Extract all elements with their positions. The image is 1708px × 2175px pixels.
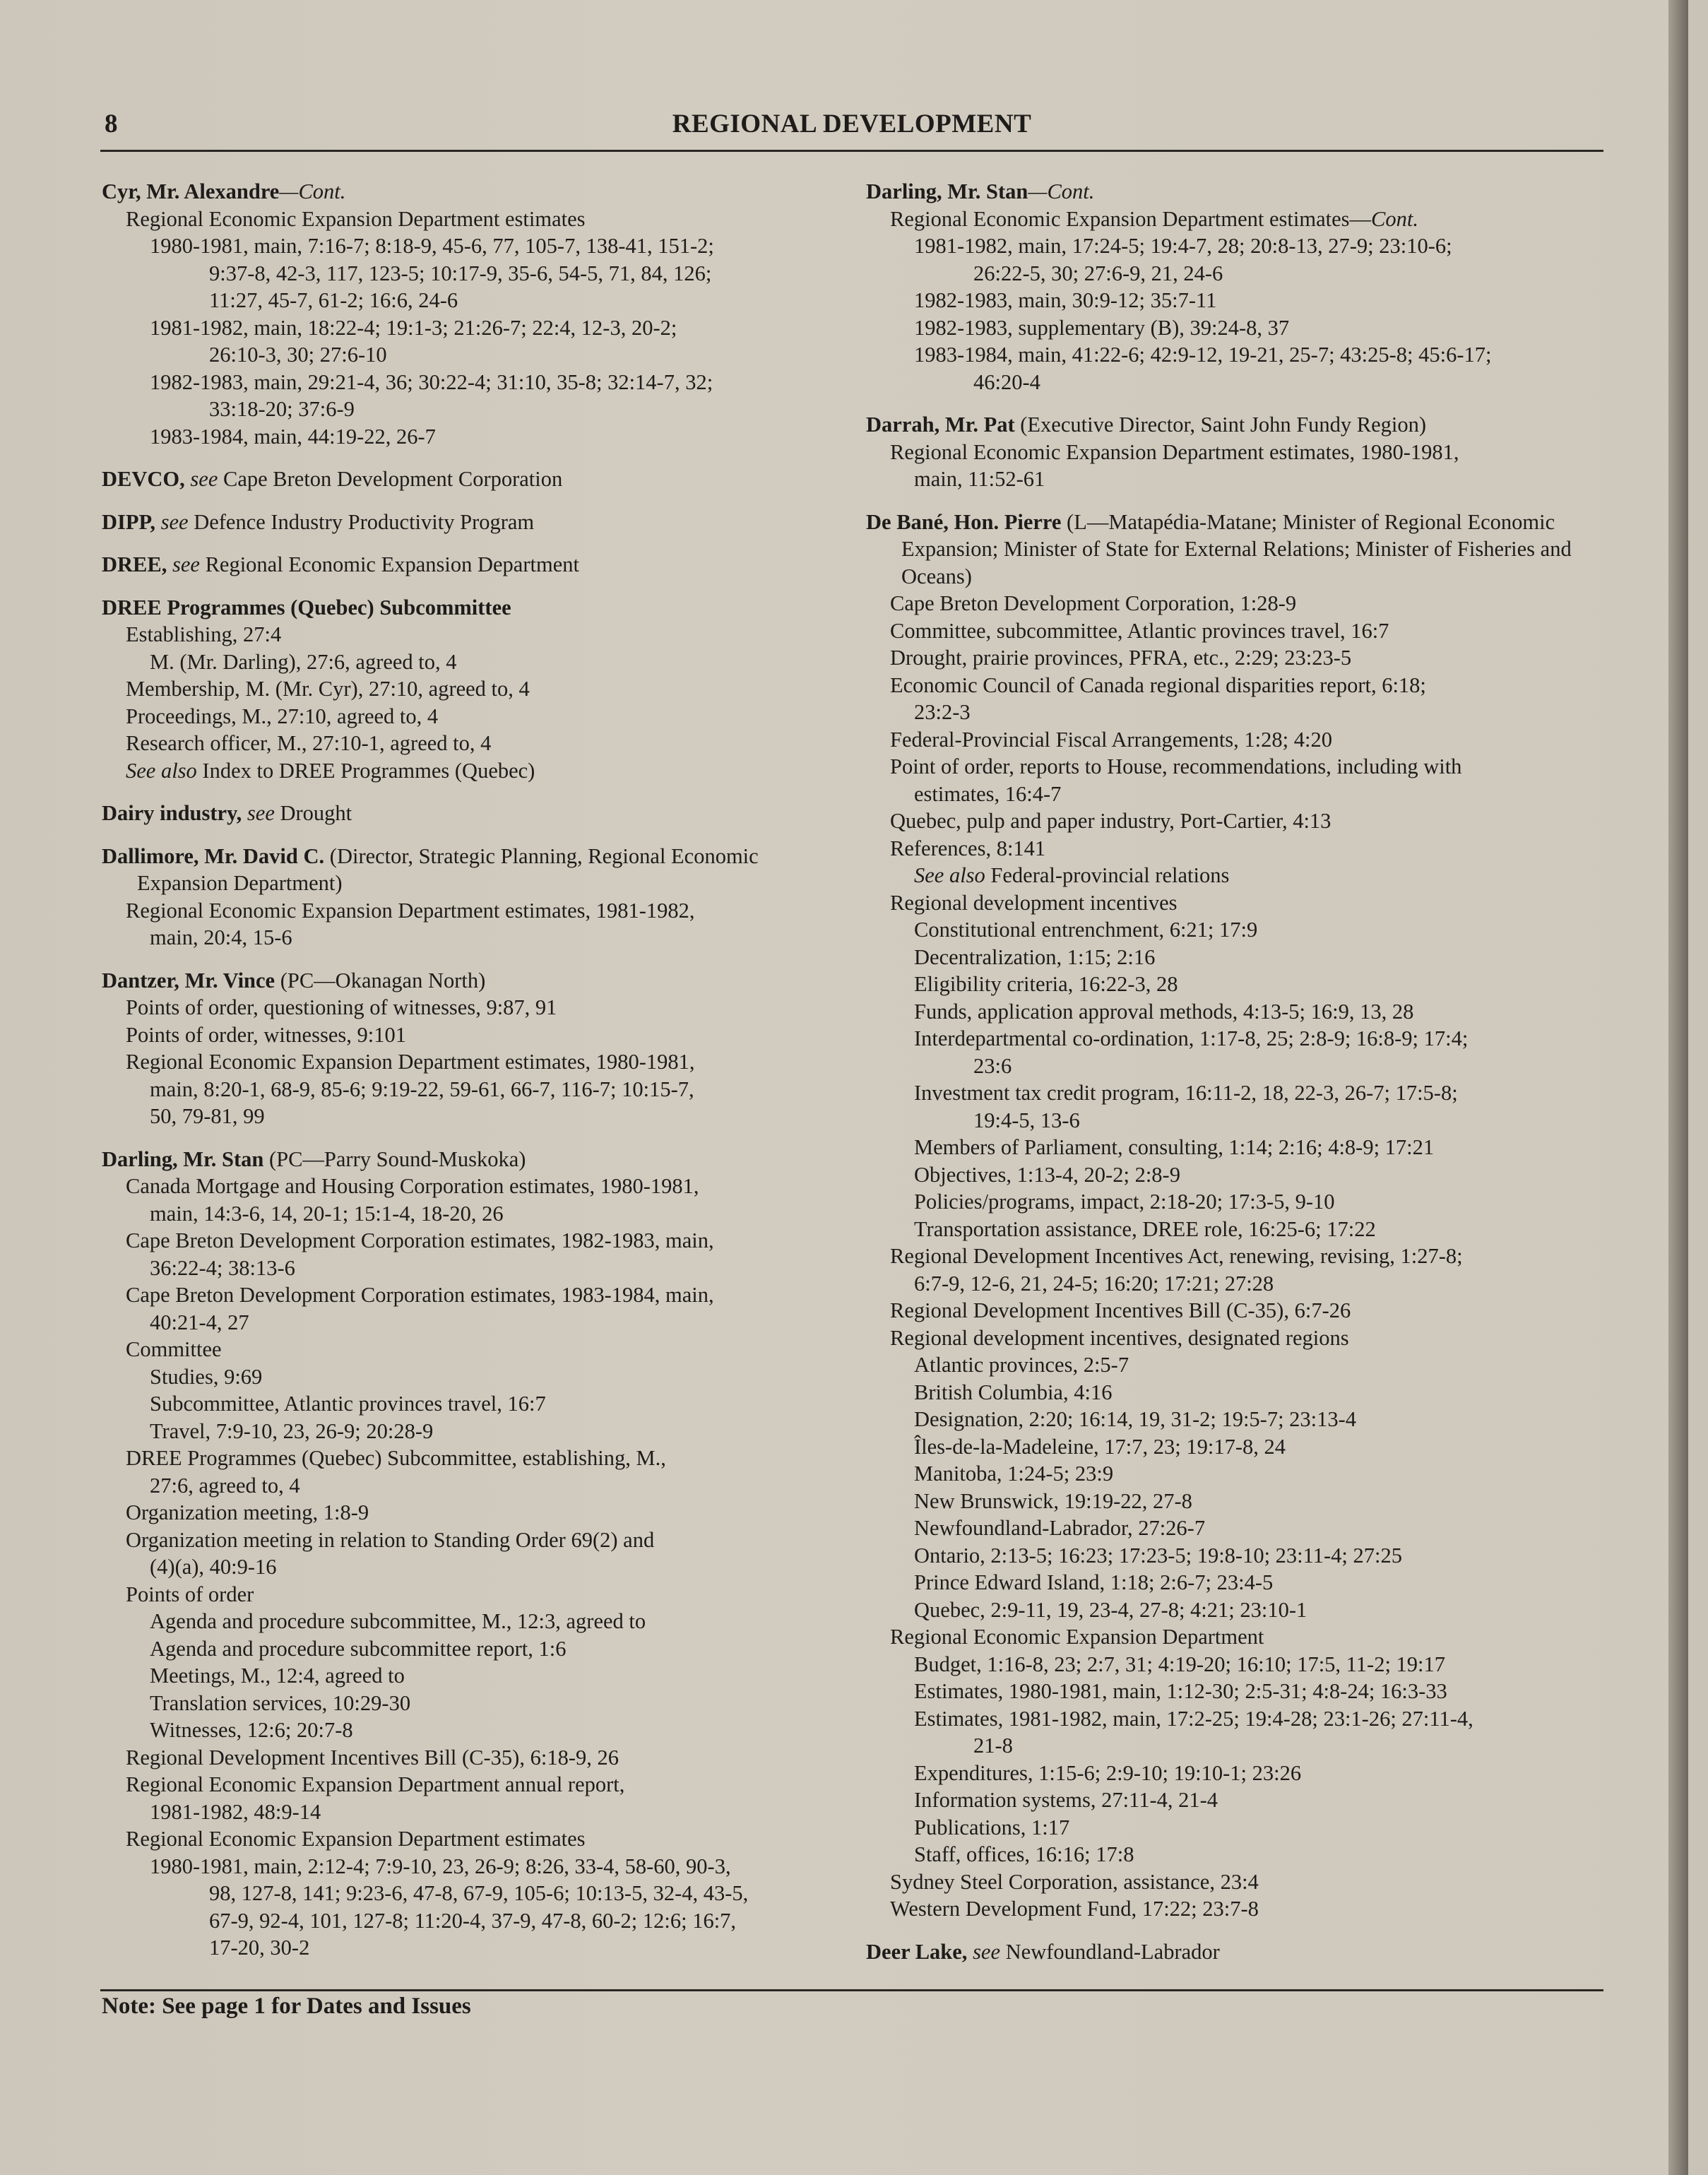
- subentry-text: Cape Breton Development Corporation, 1:28-9: [890, 591, 1297, 615]
- subentry-text: Newfoundland-Labrador, 27:26-7: [914, 1516, 1206, 1540]
- entry-heading-line: [102, 967, 839, 995]
- subentry-line: [866, 260, 1608, 288]
- entry-heading: DREE,: [102, 552, 167, 576]
- subentry-text: Regional development incentives: [890, 890, 1178, 915]
- subentry-line: [866, 699, 1608, 726]
- subentry-text: Cape Breton Development Corporation estimates, 1983-1984, main,: [126, 1283, 714, 1307]
- subentry-line: [866, 314, 1608, 342]
- entry-heading-italic: see: [167, 552, 200, 576]
- footer-note: Note: See page 1 for Dates and Issues: [102, 1993, 471, 2019]
- subentry-line: [102, 1825, 839, 1853]
- subentry-text: Constitutional entrenchment, 6:21; 17:9: [914, 918, 1258, 942]
- subentry-text: 21-8: [973, 1734, 1013, 1758]
- subentry-text: Designation, 2:20; 16:14, 19, 31-2; 19:5-7; 23:13-4: [914, 1407, 1357, 1431]
- subentry-line: [866, 232, 1608, 260]
- entry-heading-italic: see: [967, 1939, 1001, 1964]
- entry-heading: Darrah, Mr. Pat: [866, 413, 1015, 437]
- subentry-text: Points of order: [126, 1582, 254, 1606]
- subentry-text: Quebec, pulp and paper industry, Port-Cartier, 4:13: [890, 809, 1332, 833]
- subentry-text: Investment tax credit program, 16:11-2, 18, 22-3, 26-7; 17:5-8;: [914, 1081, 1458, 1105]
- subentry-text: Organization meeting, 1:8-9: [126, 1500, 369, 1524]
- subentry-text: Research officer, M., 27:10-1, agreed to, 4: [126, 731, 492, 755]
- subentry-text: 23:6: [973, 1053, 1012, 1078]
- subentry-text: Quebec, 2:9-11, 19, 23-4, 27-8; 4:21; 23:10-1: [914, 1597, 1307, 1622]
- subentry-text: Estimates, 1981-1982, main, 17:2-25; 19:4-28; 23:1-26; 27:11-4,: [914, 1706, 1473, 1731]
- subentry-text: Point of order, reports to House, recommendations, including with: [890, 754, 1462, 778]
- subentry-text: Regional Development Incentives Act, renewing, revising, 1:27-8;: [890, 1244, 1463, 1268]
- subentry-text: Subcommittee, Atlantic provinces travel, 16:7: [150, 1392, 546, 1416]
- entry-heading-line: [102, 178, 839, 206]
- subentry-line: [866, 466, 1608, 493]
- subentry-line: [866, 1868, 1608, 1896]
- subentry-text: Regional Economic Expansion Department estimates—: [890, 206, 1371, 231]
- entry-heading-line: [866, 178, 1608, 206]
- subentry-text: 11:27, 45-7, 61-2; 16:6, 24-6: [209, 288, 458, 312]
- subentry-line: [866, 287, 1608, 314]
- subentry-line: [102, 1744, 839, 1772]
- subentry-text: Budget, 1:16-8, 23; 2:7, 31; 4:19-20; 16:10; 17:5, 11-2; 19:17: [914, 1652, 1446, 1676]
- subentry-text: Travel, 7:9-10, 23, 26-9; 20:28-9: [150, 1418, 434, 1443]
- left-column: [102, 178, 839, 1977]
- subentry-line: [102, 757, 839, 785]
- subentry-text: 1982-1983, supplementary (B), 39:24-8, 37: [914, 315, 1290, 340]
- subentry-line: [866, 862, 1608, 889]
- subentry-line: [102, 1200, 839, 1228]
- entry-heading: DIPP,: [102, 509, 155, 534]
- entry-heading-line: [102, 800, 839, 827]
- subentry-line: [102, 1690, 839, 1717]
- subentry-line: [102, 648, 839, 676]
- subentry-text: M. (Mr. Darling), 27:6, agreed to, 4: [150, 649, 457, 674]
- subentry-text: Federal-Provincial Fiscal Arrangements, 1:28; 4:20: [890, 727, 1332, 752]
- subentry-line: [102, 341, 839, 369]
- subentry-text: Regional Economic Expansion Department estimates: [126, 206, 586, 231]
- subentry-line: [102, 396, 839, 423]
- subentry-text: Sydney Steel Corporation, assistance, 23:4: [890, 1869, 1259, 1894]
- subentry-line: [102, 1880, 839, 1907]
- subentry-text: main, 20:4, 15-6: [150, 925, 292, 949]
- subentry-line: [866, 206, 1608, 233]
- subentry-text: 67-9, 92-4, 101, 127-8; 11:20-4, 37-9, 47-8, 60-2; 12:6; 16:7,: [209, 1908, 737, 1933]
- subentry-text: 33:18-20; 37:6-9: [209, 397, 355, 421]
- subentry-line: [102, 1662, 839, 1690]
- subentry-text: Staff, offices, 16:16; 17:8: [914, 1842, 1134, 1866]
- subentry-line: [866, 1596, 1608, 1624]
- subentry-line: [866, 1406, 1608, 1433]
- subentry-line: [102, 1635, 839, 1663]
- subentry-line: [866, 1760, 1608, 1787]
- entry-heading-line: [102, 843, 839, 897]
- subentry-line: [102, 369, 839, 396]
- subentry-text: 98, 127-8, 141; 9:23-6, 47-8, 67-9, 105-6; 10:13-5, 32-4, 43-5,: [209, 1881, 749, 1905]
- subentry-line: [102, 703, 839, 730]
- subentry-text: (4)(a), 40:9-16: [150, 1555, 277, 1579]
- subentry-line: [866, 590, 1608, 617]
- subentry-text: 1980-1981, main, 7:16-7; 8:18-9, 45-6, 77, 105-7, 138-41, 151-2;: [150, 234, 714, 258]
- subentry-line: [866, 1895, 1608, 1923]
- subentry-line: [102, 621, 839, 648]
- entry-heading-line: [866, 1938, 1608, 1966]
- subentry-text: Members of Parliament, consulting, 1:14; 2:16; 4:8-9; 17:21: [914, 1135, 1435, 1159]
- subentry-line: [102, 1527, 839, 1554]
- subentry-line: [866, 971, 1608, 998]
- entry-heading: Darling, Mr. Stan: [102, 1146, 264, 1171]
- subentry-line: [866, 672, 1608, 699]
- subentry-text: Ontario, 2:13-5; 16:23; 17:23-5; 19:8-10; 23:11-4; 27:25: [914, 1543, 1403, 1567]
- entry-heading-note: (PC—Parry Sound-Muskoka): [263, 1146, 526, 1171]
- subentry-text: Regional development incentives, designated regions: [890, 1325, 1349, 1350]
- subentry-line: [866, 1569, 1608, 1596]
- footer-rule: [100, 1989, 1603, 1991]
- subentry-text: 1981-1982, 48:9-14: [150, 1799, 321, 1824]
- subentry-line: [102, 1390, 839, 1418]
- subentry-text: Organization meeting in relation to Standing Order 69(2) and: [126, 1527, 655, 1552]
- subentry-text: Canada Mortgage and Housing Corporation estimates, 1980-1981,: [126, 1174, 699, 1198]
- entry-heading-line: [102, 509, 839, 536]
- subentry-line: [866, 1732, 1608, 1760]
- subentry-text: Membership, M. (Mr. Cyr), 27:10, agreed to, 4: [126, 677, 530, 701]
- subentry-text: Regional Economic Expansion Department estimates: [126, 1827, 586, 1851]
- subentry-line: [866, 1379, 1608, 1406]
- subentry-text: Policies/programs, impact, 2:18-20; 17:3-5, 9-10: [914, 1190, 1335, 1214]
- subentry-text: 17-20, 30-2: [209, 1936, 310, 1960]
- subentry-text: Western Development Fund, 17:22; 23:7-8: [890, 1897, 1259, 1921]
- subentry-text: Atlantic provinces, 2:5-7: [914, 1353, 1129, 1377]
- subentry-text: Regional Economic Expansion Department estimates, 1981-1982,: [126, 898, 695, 923]
- subentry-line: [102, 423, 839, 451]
- subentry-line: [102, 1309, 839, 1337]
- subentry-text: Interdepartmental co-ordination, 1:17-8, 25; 2:8-9; 16:8-9; 17:4;: [914, 1026, 1469, 1050]
- subentry-line: [102, 897, 839, 925]
- subentry-line: [102, 1363, 839, 1391]
- entry-heading: Darling, Mr. Stan: [866, 179, 1028, 203]
- subentry-text: Drought, prairie provinces, PFRA, etc., 2:29; 23:23-5: [890, 646, 1352, 670]
- entry-heading: Dallimore, Mr. David C.: [102, 843, 325, 868]
- subentry-text: Information systems, 27:11-4, 21-4: [914, 1788, 1218, 1812]
- subentry-line: [866, 1460, 1608, 1488]
- index-entry: [866, 178, 1608, 396]
- subentry-line: [866, 1705, 1608, 1733]
- subentry-line: [866, 1134, 1608, 1161]
- entry-heading-italic: —Cont.: [279, 179, 346, 203]
- subentry-line: [102, 1076, 839, 1103]
- subentry-text: 50, 79-81, 99: [150, 1104, 265, 1128]
- subentry-text: 1981-1982, main, 18:22-4; 19:1-3; 21:26-7; 22:4, 12-3, 20-2;: [150, 315, 677, 340]
- subentry-line: [102, 1281, 839, 1309]
- subentry-text: 9:37-8, 42-3, 117, 123-5; 10:17-9, 35-6, 54-5, 71, 84, 126;: [209, 261, 712, 285]
- subentry-text: 26:22-5, 30; 27:6-9, 21, 24-6: [973, 261, 1223, 285]
- subentry-line: [866, 1188, 1608, 1216]
- subentry-text: 6:7-9, 12-6, 21, 24-5; 16:20; 17:21; 27:28: [914, 1271, 1274, 1296]
- subentry-line: [866, 1270, 1608, 1298]
- subentry-text: Proceedings, M., 27:10, agreed to, 4: [126, 704, 439, 728]
- subentry-text: Regional Economic Expansion Department annual report,: [126, 1772, 625, 1796]
- entry-heading-italic: see: [184, 467, 218, 491]
- page-number: 8: [105, 109, 118, 138]
- entry-heading-line: [102, 594, 839, 622]
- subentry-line: [866, 341, 1608, 369]
- subentry-text: estimates, 16:4-7: [914, 781, 1062, 806]
- subentry-text: Funds, application approval methods, 4:13-5; 16:9, 13, 28: [914, 999, 1414, 1024]
- subentry-text: Regional Economic Expansion Department: [890, 1625, 1264, 1649]
- subentry-text-italic: Cont.: [1371, 206, 1418, 231]
- subentry-text: main, 14:3-6, 14, 20-1; 15:1-4, 18-20, 26: [150, 1201, 504, 1226]
- index-entry: [866, 509, 1608, 1923]
- subentry-line: [102, 1227, 839, 1255]
- subentry-text: 1982-1983, main, 29:21-4, 36; 30:22-4; 31:10, 35-8; 32:14-7, 32;: [150, 369, 713, 394]
- subentry-line: [866, 439, 1608, 466]
- index-entry: [102, 843, 839, 952]
- entry-heading-note: Cape Breton Development Corporation: [218, 467, 563, 491]
- index-entry: [102, 466, 839, 493]
- subentry-line: [102, 1934, 839, 1962]
- subentry-text: 27:6, agreed to, 4: [150, 1473, 300, 1498]
- page-header: [100, 106, 1603, 152]
- subentry-text: 1981-1982, main, 17:24-5; 19:4-7, 28; 20:8-13, 27-9; 23:10-6;: [914, 234, 1452, 258]
- subentry-line: [866, 807, 1608, 835]
- subentry-line: [866, 726, 1608, 754]
- subentry-line: [102, 206, 839, 233]
- subentry-line: [866, 1053, 1608, 1080]
- subentry-text: See also: [914, 863, 985, 887]
- subentry-text: Regional Development Incentives Bill (C-35), 6:7-26: [890, 1298, 1351, 1322]
- entry-heading-note: (PC—Okanagan North): [275, 968, 486, 992]
- subentry-text: Publications, 1:17: [914, 1815, 1070, 1839]
- subentry-text: Committee: [126, 1337, 222, 1361]
- subentry-text: Regional Economic Expansion Department estimates, 1980-1981,: [126, 1050, 695, 1074]
- subentry-text: Prince Edward Island, 1:18; 2:6-7; 23:4-5: [914, 1570, 1274, 1594]
- subentry-text: Regional Economic Expansion Department estimates, 1980-1981,: [890, 439, 1459, 464]
- subentry-text: Translation services, 10:29-30: [150, 1690, 411, 1715]
- entry-heading-note: Regional Economic Expansion Department: [199, 552, 579, 576]
- subentry-line: [102, 1553, 839, 1581]
- subentry-line: [866, 369, 1608, 396]
- subentry-line: [102, 1798, 839, 1826]
- subentry-text: DREE Programmes (Quebec) Subcommittee, establishing, M.,: [126, 1446, 666, 1470]
- subentry-text: Îles-de-la-Madeleine, 17:7, 23; 19:17-8, 24: [914, 1434, 1286, 1459]
- subentry-text: Economic Council of Canada regional disparities report, 6:18;: [890, 672, 1426, 697]
- subentry-line: [866, 889, 1608, 917]
- subentry-text: 46:20-4: [973, 369, 1040, 394]
- subentry-line: [866, 998, 1608, 1026]
- entry-heading: Deer Lake,: [866, 1939, 968, 1964]
- subentry-text: Points of order, witnesses, 9:101: [126, 1022, 406, 1047]
- entry-heading-note: Drought: [274, 801, 352, 825]
- entry-heading: Dantzer, Mr. Vince: [102, 968, 275, 992]
- subentry-line: [102, 924, 839, 952]
- entry-heading: Cyr, Mr. Alexandre: [102, 179, 280, 203]
- entry-heading: DEVCO,: [102, 467, 185, 491]
- subentry-line: [866, 1488, 1608, 1515]
- index-entry: [102, 178, 839, 450]
- subentry-line: [866, 1079, 1608, 1107]
- index-entry: [102, 967, 839, 1130]
- subentry-text: Cape Breton Development Corporation estimates, 1982-1983, main,: [126, 1228, 714, 1252]
- subentry-line: [102, 1103, 839, 1130]
- index-entry: [866, 1938, 1608, 1966]
- subentry-line: [866, 1107, 1608, 1134]
- entry-heading-line: [102, 466, 839, 493]
- subentry-line: [102, 1717, 839, 1744]
- subentry-text: Estimates, 1980-1981, main, 1:12-30; 2:5-31; 4:8-24; 16:3-33: [914, 1679, 1447, 1703]
- subentry-text: 23:2-3: [914, 700, 971, 724]
- subentry-text: 19:4-5, 13-6: [973, 1108, 1080, 1132]
- subentry-line: [866, 1433, 1608, 1461]
- entry-heading-note: Newfoundland-Labrador: [1000, 1939, 1220, 1964]
- subentry-text: 36:22-4; 38:13-6: [150, 1255, 295, 1280]
- entry-heading-note: Defence Industry Productivity Program: [188, 509, 535, 534]
- subentry-line: [866, 1161, 1608, 1189]
- subentry-text: Points of order, questioning of witnesses, 9:87, 91: [126, 995, 557, 1019]
- subentry-text: Witnesses, 12:6; 20:7-8: [150, 1718, 353, 1742]
- subentry-line: [866, 753, 1608, 781]
- subentry-line: [102, 1021, 839, 1049]
- entry-heading: DREE Programmes (Quebec) Subcommittee: [102, 595, 511, 620]
- index-entry: [102, 509, 839, 536]
- subentry-text: Decentralization, 1:15; 2:16: [914, 944, 1156, 969]
- index-entry: [102, 1146, 839, 1962]
- subentry-text: Agenda and procedure subcommittee report, 1:6: [150, 1636, 567, 1661]
- subentry-line: [866, 1216, 1608, 1243]
- subentry-text: 1980-1981, main, 2:12-4; 7:9-10, 23, 26-9; 8:26, 33-4, 58-60, 90-3,: [150, 1854, 731, 1878]
- subentry-line: [102, 1418, 839, 1445]
- index-entry: [102, 800, 839, 827]
- subentry-line: [102, 1472, 839, 1500]
- subentry-text: Establishing, 27:4: [126, 622, 282, 646]
- subentry-text: main, 8:20-1, 68-9, 85-6; 9:19-22, 59-61, 66-7, 116-7; 10:15-7,: [150, 1077, 694, 1101]
- subentry-line: [102, 994, 839, 1021]
- subentry-text: Regional Development Incentives Bill (C-35), 6:18-9, 26: [126, 1745, 619, 1770]
- subentry-line: [866, 1786, 1608, 1814]
- subentry-line: [866, 1651, 1608, 1678]
- subentry-text: See also: [126, 758, 197, 783]
- subentry-text: 1983-1984, main, 41:22-6; 42:9-12, 19-21, 25-7; 43:25-8; 45:6-17;: [914, 343, 1492, 367]
- subentry-line: [866, 1814, 1608, 1842]
- subentry-text: 26:10-3, 30; 27:6-10: [209, 343, 387, 367]
- subentry-text: Meetings, M., 12:4, agreed to: [150, 1664, 405, 1688]
- subentry-line: [102, 260, 839, 288]
- entry-heading: Dairy industry,: [102, 801, 242, 825]
- subentry-line: [102, 1048, 839, 1076]
- subentry-text: Committee, subcommittee, Atlantic provinces travel, 16:7: [890, 618, 1389, 643]
- entry-heading-line: [866, 411, 1608, 439]
- entry-heading-line: [102, 1146, 839, 1173]
- subentry-line: [866, 835, 1608, 863]
- subentry-line: [866, 1324, 1608, 1352]
- subentry-text: Agenda and procedure subcommittee, M., 12:3, agreed to: [150, 1609, 646, 1633]
- entry-heading-note: (L—Matapédia-Matane; Minister of Regional Economic Expansion; Minister of State for External Relations; Minister of Fisheries and Oceans): [901, 509, 1572, 588]
- subentry-text: References, 8:141: [890, 836, 1046, 860]
- running-head: REGIONAL DEVELOPMENT: [672, 109, 1032, 138]
- subentry-text: Transportation assistance, DREE role, 16:25-6; 17:22: [914, 1216, 1376, 1241]
- subentry-text: 40:21-4, 27: [150, 1310, 249, 1334]
- subentry-line: [866, 617, 1608, 645]
- subentry-line: [866, 1351, 1608, 1379]
- entry-heading-italic: —Cont.: [1028, 179, 1095, 203]
- subentry-line: [102, 1581, 839, 1608]
- binding-shadow: [1668, 0, 1688, 2175]
- subentry-line: [866, 781, 1608, 808]
- subentry-line: [866, 1297, 1608, 1324]
- subentry-line: [102, 730, 839, 757]
- subentry-line: [866, 1243, 1608, 1270]
- subentry-line: [102, 1853, 839, 1880]
- subentry-line: [102, 1608, 839, 1635]
- subentry-text: New Brunswick, 19:19-22, 27-8: [914, 1488, 1192, 1513]
- entry-heading-line: [866, 509, 1608, 591]
- entry-heading: De Bané, Hon. Pierre: [866, 509, 1062, 534]
- index-entry: [866, 411, 1608, 493]
- subentry-line: [866, 1515, 1608, 1542]
- entry-heading-italic: see: [242, 801, 275, 825]
- subentry-line: [866, 916, 1608, 944]
- subentry-line: [866, 1542, 1608, 1570]
- subentry-line: [102, 314, 839, 342]
- subentry-line: [102, 1255, 839, 1282]
- subentry-text-rest: Index to DREE Programmes (Quebec): [196, 758, 535, 783]
- subentry-text: main, 11:52-61: [914, 467, 1045, 491]
- subentry-text: Manitoba, 1:24-5; 23:9: [914, 1462, 1114, 1486]
- subentry-text: Eligibility criteria, 16:22-3, 28: [914, 972, 1178, 996]
- subentry-line: [102, 1499, 839, 1527]
- entry-heading-note: (Director, Strategic Planning, Regional Economic Expansion Department): [137, 843, 759, 895]
- subentry-line: [102, 1336, 839, 1363]
- subentry-line: [102, 675, 839, 703]
- subentry-text: Studies, 9:69: [150, 1364, 263, 1389]
- index-entry: [102, 551, 839, 579]
- right-column: [866, 178, 1608, 1981]
- subentry-text: 1982-1983, main, 30:9-12; 35:7-11: [914, 288, 1217, 312]
- subentry-line: [102, 1445, 839, 1472]
- subentry-line: [102, 287, 839, 314]
- entry-heading-line: [102, 551, 839, 579]
- subentry-text: 1983-1984, main, 44:19-22, 26-7: [150, 424, 436, 449]
- subentry-line: [102, 1771, 839, 1798]
- subentry-line: [866, 1623, 1608, 1651]
- subentry-line: [866, 644, 1608, 672]
- subentry-text-rest: Federal-provincial relations: [985, 863, 1230, 887]
- subentry-text: Objectives, 1:13-4, 20-2; 2:8-9: [914, 1162, 1180, 1187]
- subentry-line: [102, 1173, 839, 1200]
- subentry-line: [866, 1025, 1608, 1053]
- subentry-line: [102, 232, 839, 260]
- subentry-text: Expenditures, 1:15-6; 2:9-10; 19:10-1; 23:26: [914, 1760, 1302, 1785]
- subentry-text: British Columbia, 4:16: [914, 1380, 1113, 1404]
- entry-heading-italic: see: [155, 509, 189, 534]
- index-entry: [102, 594, 839, 785]
- entry-heading-note: (Executive Director, Saint John Fundy Region): [1014, 413, 1427, 437]
- subentry-line: [866, 1678, 1608, 1705]
- subentry-line: [102, 1907, 839, 1935]
- subentry-line: [866, 1841, 1608, 1868]
- subentry-line: [866, 944, 1608, 971]
